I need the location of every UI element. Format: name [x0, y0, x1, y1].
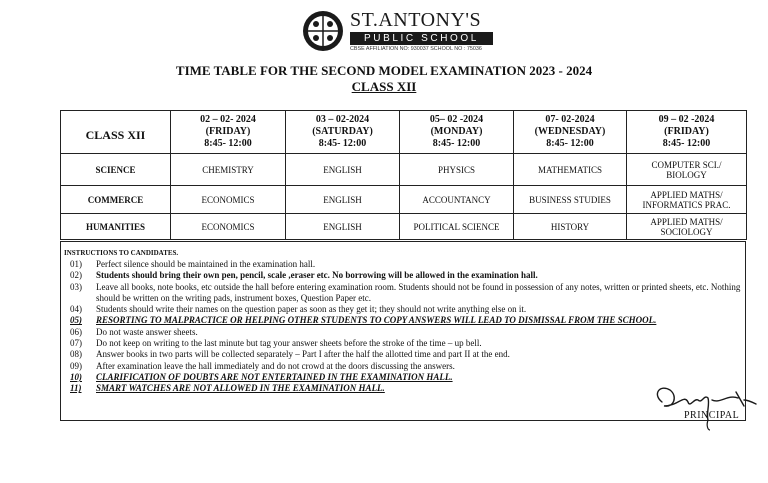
list-item [70, 372, 742, 383]
date-column-header [286, 111, 400, 154]
item-number: 08) [70, 349, 82, 360]
column-time: 8:45- 12:00 [546, 138, 594, 149]
date-column-header [514, 111, 627, 154]
subject-cell: ECONOMICS [171, 186, 286, 214]
table-header-row [61, 111, 747, 154]
list-item [70, 383, 742, 394]
subject-cell: PHYSICS [400, 154, 514, 186]
item-number: 09) [70, 360, 82, 371]
item-number: 05) [70, 315, 82, 326]
list-item [70, 304, 742, 315]
subject-cell: ENGLISH [286, 186, 400, 214]
column-date: 03 – 02-2024 [315, 114, 370, 125]
date-column-header [627, 111, 747, 154]
subject-line: APPLIED MATHS/ [650, 189, 723, 200]
principal-label: PRINCIPAL [684, 410, 740, 421]
item-text: CLARIFICATION OF DOUBTS ARE NOT ENTERTAINED IN THE EXAMINATION HALL. [96, 371, 453, 382]
column-date: 07- 02-2024 [545, 114, 595, 125]
subject-line: BIOLOGY [666, 169, 707, 180]
item-number: 11) [70, 383, 82, 394]
item-number: 04) [70, 304, 82, 315]
document-subtitle: CLASS XII [351, 79, 417, 94]
item-text: Leave all books, note books, etc outside the hall before entering examination room. Students should not be found in possession of any notes, written or printed sheets, etc. Nothing should be written on the writing pads, instrument boxes, Question Paper etc. [96, 281, 741, 303]
subject-cell [627, 214, 747, 240]
subject-cell [627, 186, 747, 214]
item-text: Answer books in two parts will be collected separately – Part I after the half the allotted time and part II at the end. [96, 349, 510, 360]
item-text: Perfect silence should be maintained in the examination hall. [96, 259, 316, 269]
item-number: 06) [70, 326, 82, 337]
column-day: (FRIDAY) [205, 126, 251, 137]
column-date: 02 – 02- 2024 [200, 114, 256, 125]
subject-cell: ACCOUNTANCY [400, 186, 514, 214]
column-day: (SATURDAY) [312, 126, 373, 137]
column-time: 8:45- 12:00 [432, 138, 481, 149]
subject-cell: HISTORY [514, 214, 627, 240]
table-row [61, 214, 747, 240]
item-text: RESORTING TO MALPRACTICE OR HELPING OTHER STUDENTS TO COPY ANSWERS WILL LEAD TO DISMISSAL FROM THE SCHOOL. [96, 315, 657, 326]
subject-cell: MATHEMATICS [514, 154, 627, 186]
list-item [70, 259, 742, 270]
subject-cell: POLITICAL SCIENCE [400, 214, 514, 240]
item-text: Students should bring their own pen, pencil, scale ,eraser etc. No borrowing will be allowed in the examination hall. [96, 270, 538, 281]
affiliation-text: CBSE AFFILIATION NO: 930037 SCHOOL NO : 75036 [350, 46, 482, 52]
list-item [70, 270, 742, 281]
instructions-list [70, 259, 742, 395]
stream-label: SCIENCE [61, 154, 171, 186]
item-number: 03) [70, 281, 82, 292]
instructions-box [60, 241, 746, 421]
table-row [61, 186, 747, 214]
school-crest-icon [302, 10, 344, 52]
document-title: TIME TABLE FOR THE SECOND MODEL EXAMINATION 2023 - 2024 [175, 63, 593, 78]
subject-line: INFORMATICS PRAC. [642, 199, 731, 210]
stream-label: COMMERCE [61, 186, 171, 214]
column-time: 8:45- 12:00 [662, 138, 711, 149]
subject-cell [627, 154, 747, 186]
column-time: 8:45- 12:00 [318, 138, 367, 149]
list-item [70, 361, 742, 372]
item-number: 10) [70, 371, 82, 382]
item-text: After examination leave the hall immediately and do not crowd at the doors discussing the answers. [96, 360, 455, 371]
handwritten-signature-icon [648, 380, 758, 432]
subject-line: COMPUTER SCI./ [651, 159, 722, 170]
list-item [70, 282, 742, 305]
date-column-header [400, 111, 514, 154]
list-item [70, 315, 742, 326]
table-row [61, 154, 747, 186]
date-column-header [171, 111, 286, 154]
list-item [70, 327, 742, 338]
instructions-heading: INSTRUCTIONS TO CANDIDATES. [64, 249, 179, 257]
item-text: Do not waste answer sheets. [96, 326, 198, 337]
subject-cell: ENGLISH [286, 214, 400, 240]
column-day: (WEDNESDAY) [534, 126, 606, 137]
subject-cell: BUSINESS STUDIES [514, 186, 627, 214]
subject-cell: ECONOMICS [171, 214, 286, 240]
item-text: Do not keep on writing to the last minute but tag your answer sheets before the stroke of the time – up bell. [96, 338, 482, 349]
item-number: 02) [70, 270, 82, 281]
list-item [70, 349, 742, 360]
subject-cell: ENGLISH [286, 154, 400, 186]
stream-label: HUMANITIES [61, 214, 171, 240]
item-number: 01) [70, 259, 82, 269]
school-name: ST.ANTONY'S [350, 9, 482, 31]
list-item [70, 338, 742, 349]
item-text: SMART WATCHES ARE NOT ALLOWED IN THE EXAMINATION HALL. [96, 383, 385, 394]
subject-cell: CHEMISTRY [171, 154, 286, 186]
subject-line: SOCIOLOGY [660, 226, 713, 237]
timetable [60, 110, 747, 240]
column-day: (FRIDAY) [664, 126, 709, 137]
column-date: 05– 02 -2024 [429, 114, 484, 125]
column-time: 8:45- 12:00 [204, 138, 252, 149]
subject-line: APPLIED MATHS/ [650, 216, 723, 227]
school-header [298, 8, 508, 54]
item-number: 07) [70, 338, 82, 349]
column-day: (MONDAY) [430, 126, 483, 137]
column-date: 09 – 02 -2024 [658, 114, 715, 125]
table-corner-label: CLASS XII [61, 111, 171, 154]
school-subtitle: PUBLIC SCHOOL [350, 32, 493, 45]
item-text: Students should write their names on the question paper as soon as they get it; they should not write anything else on it. [96, 304, 527, 315]
